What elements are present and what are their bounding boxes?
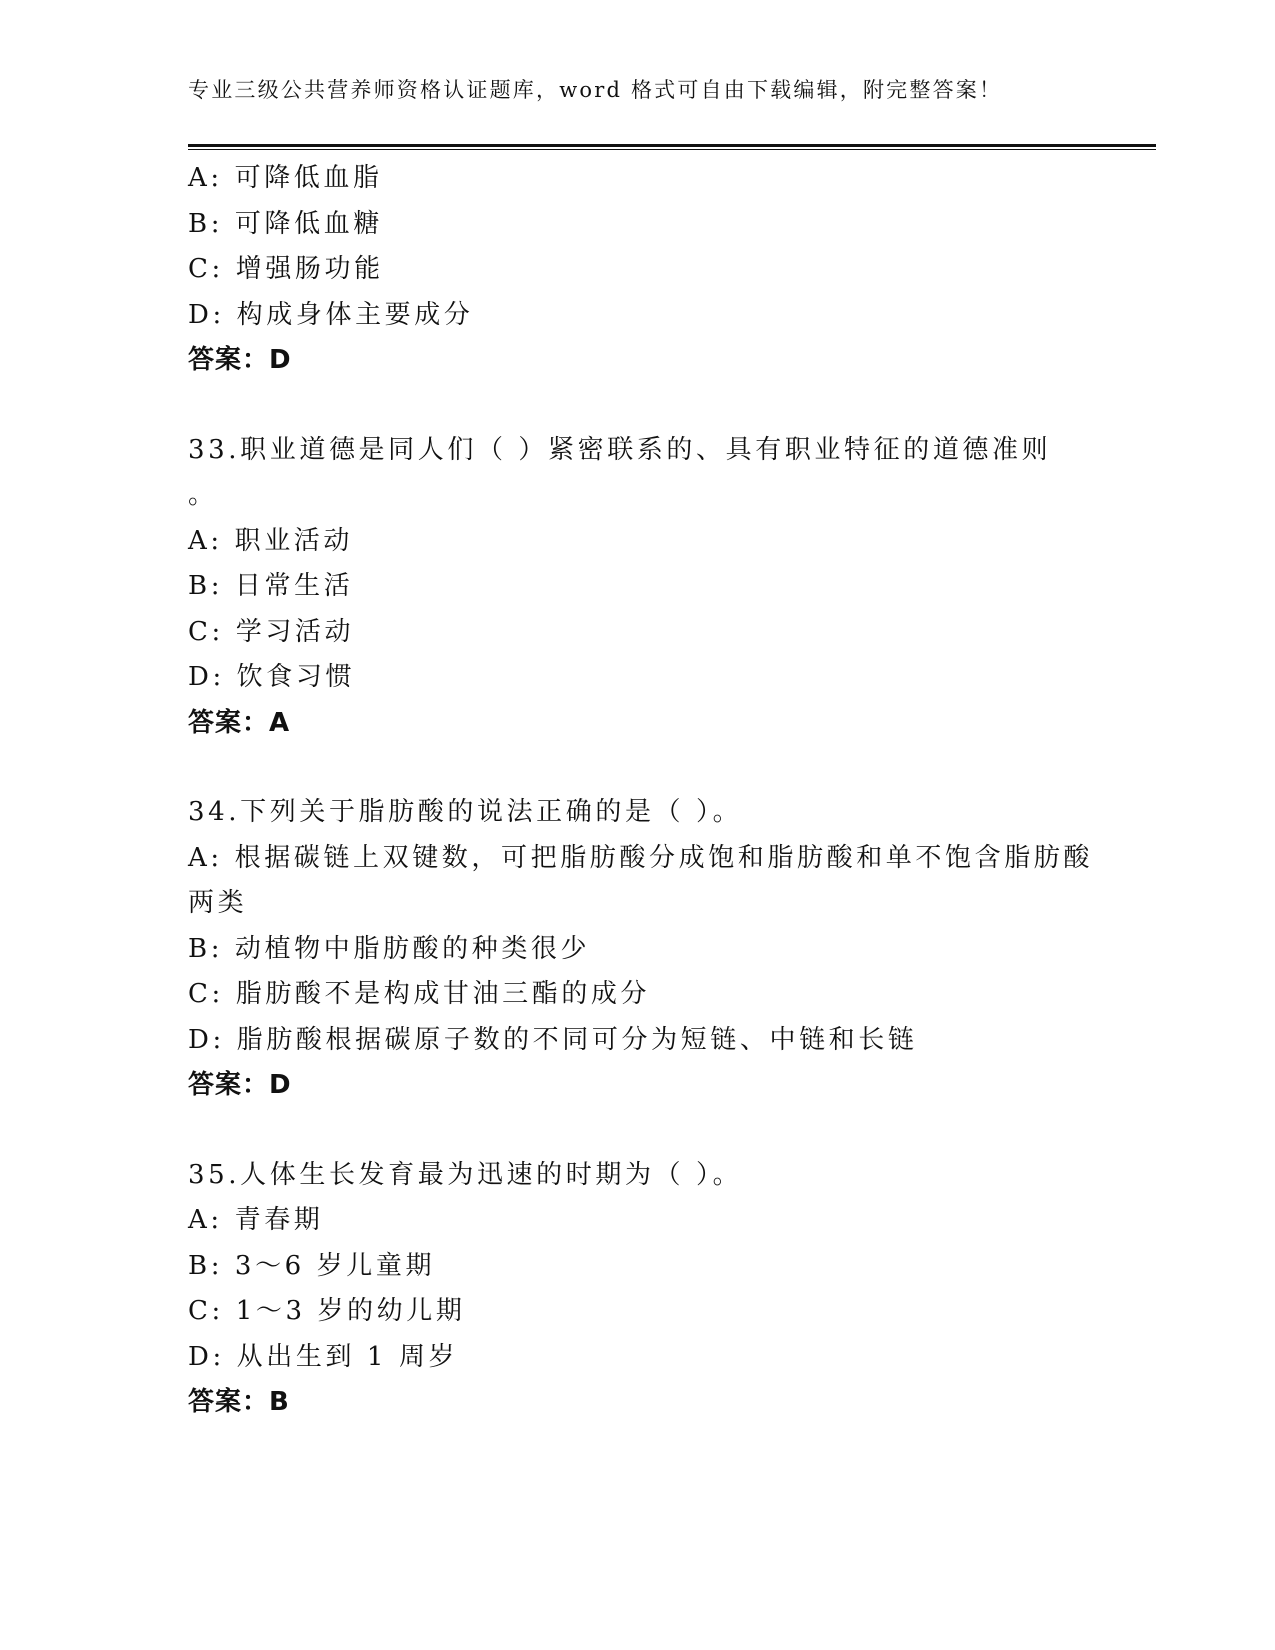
option-b: B: 日常生活: [188, 571, 354, 601]
spacer: [188, 746, 1088, 790]
option-b: B: 可降低血糖: [188, 208, 383, 239]
answer-line: 答案：A: [188, 707, 291, 738]
option-d: D: 脂肪酸根据碳原子数的不同可分为短链、中链和长链: [188, 1024, 918, 1055]
question-stem: 33.职业道德是同人们（ ）紧密联系的、具有职业特征的道德准则: [188, 434, 1052, 465]
option-c: C: 增强肠功能: [188, 254, 384, 284]
option-a-continued: 两类: [188, 888, 248, 918]
answer-line: 答案：D: [188, 345, 292, 375]
question-block-35: [188, 1153, 1088, 1426]
question-block-34: [188, 790, 1094, 1109]
spacer: [188, 384, 1088, 428]
page-header: 专业三级公共营养师资格认证题库，word 格式可自由下载编辑，附完整答案！: [188, 78, 1003, 102]
spacer: [188, 1109, 1088, 1153]
question-block-prev: [188, 156, 1088, 384]
option-c: C: 学习活动: [188, 616, 355, 647]
option-d: D: 从出生到 1 周岁: [188, 1341, 459, 1372]
header-rule-thick: [188, 144, 1156, 147]
option-a: A: 可降低血脂: [188, 163, 383, 193]
question-stem: 34.下列关于脂肪酸的说法正确的是（ ）。: [188, 797, 743, 827]
question-block-33: [188, 428, 1088, 747]
option-b: B: 3～6 岁儿童期: [188, 1250, 436, 1281]
option-c: C: 1～3 岁的幼儿期: [188, 1296, 466, 1326]
option-c: C: 脂肪酸不是构成甘油三酯的成分: [188, 979, 651, 1009]
option-a: A: 职业活动: [188, 525, 354, 556]
question-stem: 35.人体生长发育最为迅速的时期为（ ）。: [188, 1159, 743, 1190]
question-content: [188, 156, 1094, 1426]
question-stem-continued: 。: [188, 480, 218, 510]
answer-line: 答案：D: [188, 1070, 292, 1100]
header-rule-thin: [188, 149, 1156, 150]
option-d: D: 饮食习惯: [188, 662, 356, 692]
option-a: A: 青春期: [188, 1205, 324, 1235]
option-b: B: 动植物中脂肪酸的种类很少: [188, 933, 591, 964]
option-d: D: 构成身体主要成分: [188, 299, 474, 330]
option-a: A: 根据碳链上双键数，可把脂肪酸分成饱和脂肪酸和单不饱含脂肪酸: [188, 842, 1094, 873]
answer-line: 答案：B: [188, 1387, 290, 1417]
